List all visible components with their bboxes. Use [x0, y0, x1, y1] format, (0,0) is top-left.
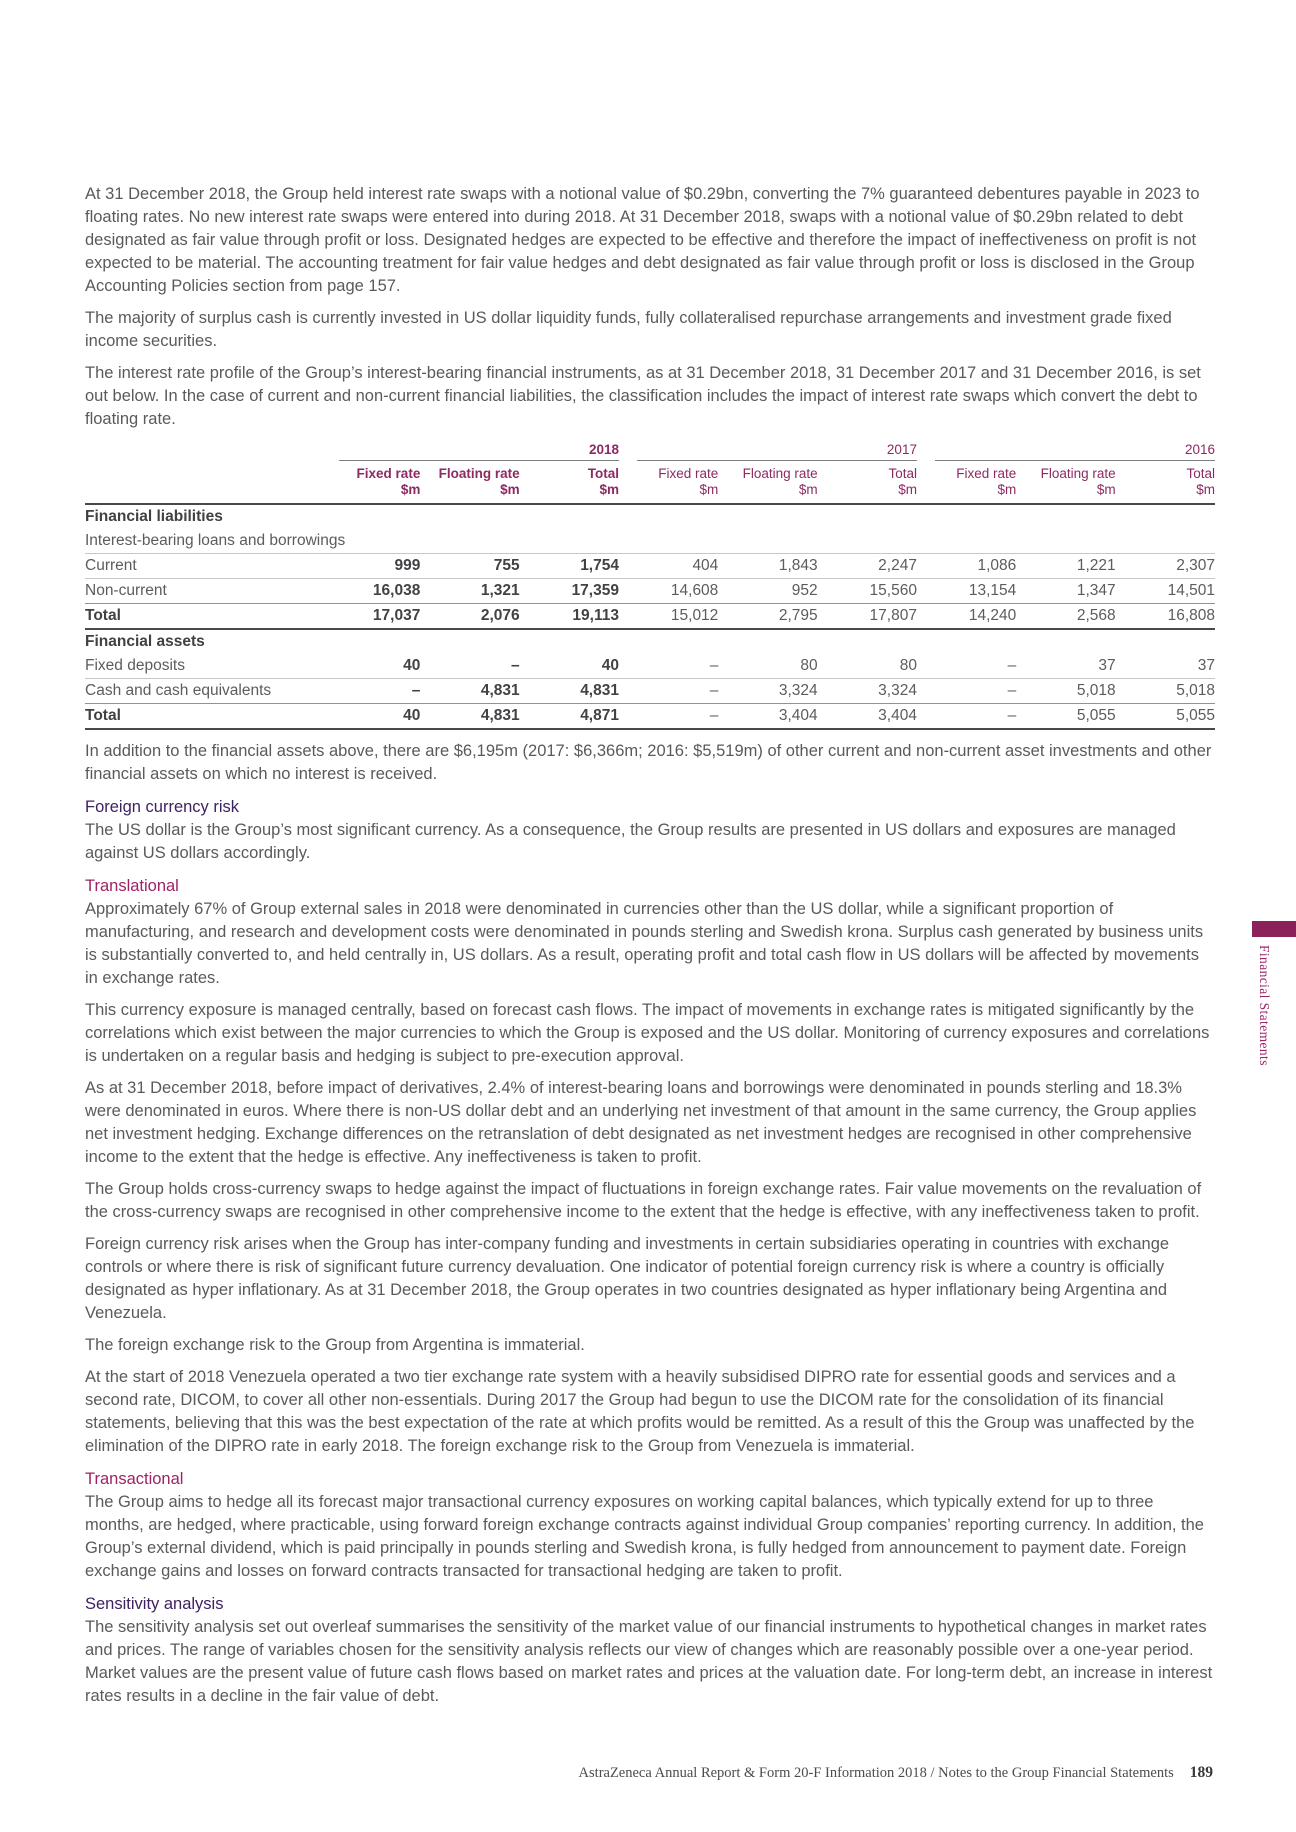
- cell-value: 4,831: [520, 679, 619, 704]
- column-header: Total $m: [1116, 461, 1215, 504]
- cell-value: 17,807: [818, 604, 917, 630]
- section-paragraph: The Group aims to hedge all its forecast major transactional currency exposures on working capital balances, which typically extend for up to three months, are hedged, where practicable, using forward foreign exchange contracts against individual Group companies’ reporting currency. In addition, the Group’s external dividend, which is paid principally in pounds sterling and Swedish krona, is fully hedged from announcement to payment date. Foreign exchange gains and losses on forward contracts transacted for transactional hedging are taken to profit.: [85, 1493, 1204, 1580]
- cell-value: 17,359: [520, 579, 619, 604]
- cell-value: 15,012: [619, 604, 718, 630]
- row-label: Current: [85, 554, 321, 579]
- intro-paragraph-2: The majority of surplus cash is currently invested in US dollar liquidity funds, fully collateralised repurchase arrangements and investment grade fixed income securities.: [85, 309, 1172, 350]
- cell-value: 13,154: [917, 579, 1016, 604]
- page-content: [85, 183, 1215, 1717]
- section-tab-marker: [1252, 921, 1296, 937]
- row-label: Cash and cash equivalents: [85, 679, 321, 704]
- cell-value: 80: [818, 654, 917, 679]
- cell-value: 3,324: [718, 679, 817, 704]
- cell-value: 5,018: [1116, 679, 1215, 704]
- cell-value: 2,076: [420, 604, 519, 630]
- section-paragraph: The foreign exchange risk to the Group from Argentina is immaterial.: [85, 1336, 585, 1354]
- cell-value: 3,324: [818, 679, 917, 704]
- cell-value: 755: [420, 554, 519, 579]
- cell-value: 1,347: [1016, 579, 1115, 604]
- cell-value: –: [619, 679, 718, 704]
- cell-value: 14,608: [619, 579, 718, 604]
- table-row: [85, 504, 1215, 529]
- cell-value: –: [917, 704, 1016, 730]
- section-paragraph: Foreign currency risk arises when the Group has inter-company funding and investments in certain subsidiaries operating in countries with exchange controls or where there is risk of significant future currency devaluation. One indicator of potential foreign currency risk is where a country is officially designated as hyper inflationary. As at 31 December 2018, the Group operates in two countries designated as hyper inflationary being Argentina and Venezuela.: [85, 1235, 1170, 1322]
- intro-paragraph-1: At 31 December 2018, the Group held interest rate swaps with a notional value of $0.29bn, converting the 7% guaranteed debentures payable in 2023 to floating rates. No new interest rate swaps were entered into during 2018. At 31 December 2018, swaps with a notional value of $0.29bn related to debt designated as fair value through profit or loss. Designated hedges are expected to be effective and therefore the impact of ineffectiveness on profit is not expected to be material. The accounting treatment for fair value hedges and debt designated as fair value through profit or loss is disclosed in the Group Accounting Policies section from page 157.: [85, 185, 1200, 295]
- cell-value: 999: [321, 554, 420, 579]
- row-label: Financial liabilities: [85, 508, 223, 525]
- intro-paragraph-3: The interest rate profile of the Group’s interest-bearing financial instruments, as at 31 December 2018, 31 December 2017 and 31 December 2016, is set out below. In the case of current and non-current financial liabilities, the classification includes the impact of interest rate swaps which convert the debt to floating rate.: [85, 364, 1201, 428]
- risk-sections: [85, 796, 1215, 1708]
- subheader-spacer: [85, 461, 321, 504]
- column-header: Fixed rate $m: [321, 461, 420, 504]
- cell-value: 80: [718, 654, 817, 679]
- cell-value: 37: [1016, 654, 1115, 679]
- section-paragraph: The Group holds cross-currency swaps to hedge against the impact of fluctuations in foreign exchange rates. Fair value movements on the revaluation of the cross-currency swaps are recognised in other comprehensive income to the extent that the hedge is effective, with any ineffectiveness taken to profit.: [85, 1180, 1202, 1221]
- interest-rate-profile-table: [85, 441, 1215, 730]
- column-header: Fixed rate $m: [917, 461, 1016, 504]
- after-table-paragraph: In addition to the financial assets above, there are $6,195m (2017: $6,366m; 2016: $5,519m) of other current and non-current asset investments and other financial assets on which no interest is received.: [85, 742, 1212, 783]
- cell-value: 16,808: [1116, 604, 1215, 630]
- cell-value: 1,321: [420, 579, 519, 604]
- cell-value: 3,404: [818, 704, 917, 730]
- cell-value: 40: [321, 654, 420, 679]
- table-body: [85, 504, 1215, 729]
- cell-value: –: [420, 654, 519, 679]
- cell-value: 3,404: [718, 704, 817, 730]
- column-header: Total $m: [818, 461, 917, 504]
- table-row: [85, 679, 1215, 704]
- cell-value: 14,240: [917, 604, 1016, 630]
- cell-value: 952: [718, 579, 817, 604]
- row-label: Financial assets: [85, 633, 205, 650]
- cell-value: 4,831: [420, 704, 519, 730]
- table-row: [85, 654, 1215, 679]
- cell-value: –: [917, 654, 1016, 679]
- section-paragraph: This currency exposure is managed centrally, based on forecast cash flows. The impact of movements in exchange rates is mitigated significantly by the correlations which exist between the major currencies to which the Group is exposed and the US dollar. Monitoring of currency exposures and correlations is undertaken on a regular basis and hedging is subject to pre-execution approval.: [85, 1001, 1210, 1065]
- section-paragraph: As at 31 December 2018, before impact of derivatives, 2.4% of interest-bearing loans and borrowings were denominated in pounds sterling and 18.3% were denominated in euros. Where there is non-US dollar debt and an underlying net investment of that amount in the same currency, the Group applies net investment hedging. Exchange differences on the retranslation of debt designated as net investment hedges are recognised in other comprehensive income to the extent that the hedge is effective. Any ineffectiveness is taken to profit.: [85, 1079, 1197, 1166]
- cell-value: 15,560: [818, 579, 917, 604]
- cell-value: 17,037: [321, 604, 420, 630]
- cell-value: 2,568: [1016, 604, 1115, 630]
- column-header: Floating rate $m: [718, 461, 817, 504]
- section-tab-label: Financial Statements: [1257, 945, 1272, 1066]
- cell-value: 4,871: [520, 704, 619, 730]
- cell-value: 2,307: [1116, 554, 1215, 579]
- column-header: Floating rate $m: [420, 461, 519, 504]
- cell-value: 404: [619, 554, 718, 579]
- section-heading: Sensitivity analysis: [85, 1595, 224, 1613]
- cell-value: 4,831: [420, 679, 519, 704]
- table-row: [85, 554, 1215, 579]
- section-paragraph: The US dollar is the Group’s most significant currency. As a consequence, the Group results are presented in US dollars and exposures are managed against US dollars accordingly.: [85, 821, 1176, 862]
- row-label: Fixed deposits: [85, 654, 321, 679]
- table-row: [85, 604, 1215, 630]
- table-year-row: [85, 441, 1215, 461]
- cell-value: 19,113: [520, 604, 619, 630]
- cell-value: –: [917, 679, 1016, 704]
- year-group-2017: 2017: [637, 441, 917, 461]
- footer-text: AstraZeneca Annual Report & Form 20-F Information 2018 / Notes to the Group Financial Statements: [578, 1765, 1174, 1781]
- year-group-2016: 2016: [935, 441, 1215, 461]
- cell-value: 5,055: [1116, 704, 1215, 730]
- row-label: Interest-bearing loans and borrowings: [85, 529, 1215, 554]
- cell-value: 14,501: [1116, 579, 1215, 604]
- section-heading: Foreign currency risk: [85, 798, 240, 816]
- cell-value: 2,795: [718, 604, 817, 630]
- row-label: Total: [85, 604, 321, 630]
- cell-value: –: [619, 654, 718, 679]
- section-heading: Transactional: [85, 1470, 184, 1488]
- cell-value: 37: [1116, 654, 1215, 679]
- section-heading: Translational: [85, 877, 179, 895]
- table-subheader-row: [85, 461, 1215, 504]
- cell-value: 40: [520, 654, 619, 679]
- cell-value: 16,038: [321, 579, 420, 604]
- table-row: [85, 704, 1215, 730]
- section-paragraph: At the start of 2018 Venezuela operated a two tier exchange rate system with a heavily subsidised DIPRO rate for essential goods and services and a second rate, DICOM, to cover all other non-essentials. During 2017 the Group had begun to use the DICOM rate for the consolidation of its financial statements, believing that this was the best expectation of the rate at which profits would be remitted. As a result of this the Group was unaffected by the elimination of the DIPRO rate in early 2018. The foreign exchange risk to the Group from Venezuela is immaterial.: [85, 1368, 1195, 1455]
- row-label: Total: [85, 704, 321, 730]
- cell-value: 2,247: [818, 554, 917, 579]
- table-row: [85, 579, 1215, 604]
- cell-value: 40: [321, 704, 420, 730]
- cell-value: 1,221: [1016, 554, 1115, 579]
- table-row: [85, 529, 1215, 554]
- row-label: Non-current: [85, 579, 321, 604]
- year-row-spacer: [85, 441, 321, 461]
- year-group-2018: 2018: [339, 441, 619, 461]
- cell-value: –: [321, 679, 420, 704]
- page-number: 189: [1189, 1764, 1213, 1781]
- table-row: [85, 629, 1215, 654]
- column-header: Total $m: [520, 461, 619, 504]
- cell-value: 1,086: [917, 554, 1016, 579]
- cell-value: –: [619, 704, 718, 730]
- cell-value: 1,754: [520, 554, 619, 579]
- cell-value: 5,055: [1016, 704, 1115, 730]
- column-header: Floating rate $m: [1016, 461, 1115, 504]
- cell-value: 1,843: [718, 554, 817, 579]
- column-header: Fixed rate $m: [619, 461, 718, 504]
- section-paragraph: The sensitivity analysis set out overleaf summarises the sensitivity of the market value of our financial instruments to hypothetical changes in market rates and prices. The range of variables chosen for the sensitivity analysis reflects our view of changes which are reasonably possible over a one-year period. Market values are the present value of future cash flows based on market rates and prices at the valuation date. For long-term debt, an increase in interest rates results in a decline in the fair value of debt.: [85, 1618, 1213, 1705]
- section-paragraph: Approximately 67% of Group external sales in 2018 were denominated in currencies other than the US dollar, while a significant proportion of manufacturing, and research and development costs were denominated in pounds sterling and Swedish krona. Surplus cash generated by business units is substantially converted to, and held centrally in, US dollars. As a result, operating profit and total cash flow in US dollars will be affected by movements in exchange rates.: [85, 900, 1204, 987]
- page-footer: [579, 1764, 1213, 1782]
- cell-value: 5,018: [1016, 679, 1115, 704]
